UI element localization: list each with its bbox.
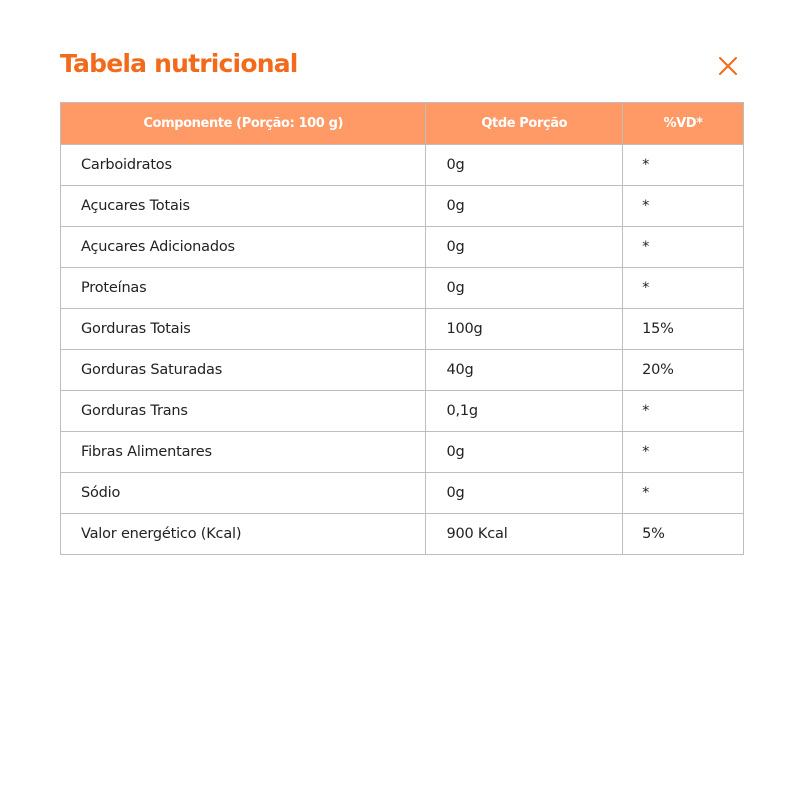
row-daily-value: * xyxy=(623,186,744,227)
row-quantity: 0g xyxy=(426,268,623,309)
table-row xyxy=(61,268,744,309)
table-row xyxy=(61,473,744,514)
row-quantity: 900 Kcal xyxy=(426,514,623,555)
table-row xyxy=(61,309,744,350)
row-quantity: 0,1g xyxy=(426,391,623,432)
row-quantity: 0g xyxy=(426,227,623,268)
row-quantity: 0g xyxy=(426,432,623,473)
header-quantity: Qtde Porção xyxy=(426,103,623,145)
row-daily-value: * xyxy=(623,227,744,268)
row-daily-value: * xyxy=(623,473,744,514)
row-daily-value: 5% xyxy=(623,514,744,555)
row-quantity: 100g xyxy=(426,309,623,350)
row-component: Açucares Totais xyxy=(61,186,426,227)
header-daily-value: %VD* xyxy=(623,103,744,145)
row-component: Sódio xyxy=(61,473,426,514)
close-button[interactable] xyxy=(714,52,742,80)
row-daily-value: * xyxy=(623,268,744,309)
row-component: Açucares Adicionados xyxy=(61,227,426,268)
row-daily-value: 20% xyxy=(623,350,744,391)
row-component: Proteínas xyxy=(61,268,426,309)
close-icon xyxy=(714,52,742,80)
table-row xyxy=(61,186,744,227)
table-row xyxy=(61,350,744,391)
row-daily-value: * xyxy=(623,432,744,473)
row-quantity: 0g xyxy=(426,186,623,227)
header-component: Componente (Porção: 100 g) xyxy=(61,103,426,145)
row-quantity: 40g xyxy=(426,350,623,391)
modal-title: Tabela nutricional xyxy=(60,49,298,78)
row-daily-value: * xyxy=(623,391,744,432)
table-row xyxy=(61,432,744,473)
row-component: Gorduras Totais xyxy=(61,309,426,350)
row-daily-value: 15% xyxy=(623,309,744,350)
row-component: Carboidratos xyxy=(61,145,426,186)
table-row xyxy=(61,391,744,432)
row-quantity: 0g xyxy=(426,473,623,514)
row-component: Valor energético (Kcal) xyxy=(61,514,426,555)
row-quantity: 0g xyxy=(426,145,623,186)
row-daily-value: * xyxy=(623,145,744,186)
row-component: Gorduras Saturadas xyxy=(61,350,426,391)
table-row xyxy=(61,514,744,555)
nutrition-table xyxy=(60,102,744,555)
table-row xyxy=(61,227,744,268)
table-row xyxy=(61,145,744,186)
row-component: Fibras Alimentares xyxy=(61,432,426,473)
table-header-row xyxy=(61,103,744,145)
row-component: Gorduras Trans xyxy=(61,391,426,432)
